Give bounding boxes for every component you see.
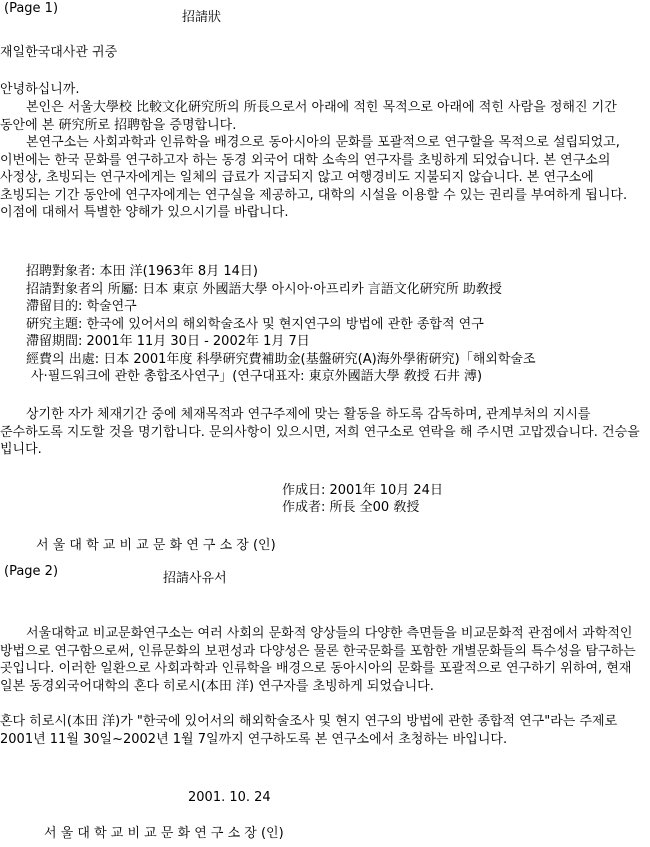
page2-title: 招請사유서 xyxy=(163,571,227,586)
detail-invitee: 招聘對象者: 本田 洋(1963年 8月 14日) xyxy=(26,264,258,279)
page2-date: 2001. 10. 24 xyxy=(188,790,271,805)
page2-label: (Page 2) xyxy=(4,564,59,579)
page1-paragraph-2: 본연구소는 사회과학과 인류학을 배경으로 동아시아의 문화를 포괄적으로 연구할을 목적으로 설립되었고, 이번에는 한국 문화를 연구하고자 하는 동경 외국어 대학 소속의 연구자를 초빙하게 되었습니다. 본 연구소의 사정상, 초빙되는 연구자에게는 일체의 급료가 지급되지 않고 여행경비도 지불되지 않습니다. 본 연구소에 초빙되는 기간 동안에 연구자에게는 연구실을 제공하고, 대학의 시설을 이용할 수 있는 권리를 부여하게 됩니다. 이점에 대해서 특별한 양해가 있으시기를 바랍니다. xyxy=(0,135,628,220)
page1-paragraph-1: 본인은 서울大學校 比較文化硏究所의 所長으로서 아래에 적힌 목적으로 아래에 적힌 사람을 정해진 기간 동안에 본 硏究所로 招聘함을 증명합니다. xyxy=(0,100,617,133)
detail-purpose: 滯留目的: 학술연구 xyxy=(26,299,137,314)
author-line: 作成者: 所長 全00 敎授 xyxy=(282,500,420,515)
greeting: 안녕하십니까. xyxy=(0,82,80,97)
detail-research-topic: 硏究主題: 한국에 있어서의 해외학술조사 및 현지연구의 방법에 관한 종합적 연구 xyxy=(26,317,484,332)
page1-title: 招請狀 xyxy=(182,10,222,25)
recipient: 재일한국대사관 귀중 xyxy=(0,45,118,60)
detail-funding-cont: 사·필드워크에 관한 총합조사연구」(연구대표자: 東京外國語大學 敎授 石井 溥) xyxy=(31,369,483,384)
page1-label: (Page 1) xyxy=(4,1,59,16)
page1-signature: 서 울 대 학 교 비 교 문 화 연 구 소 장 (인) xyxy=(36,538,276,553)
detail-funding: 經費의 出處: 日本 2001年度 科學硏究費補助金(基盤硏究(A)海外學術硏究)「해외학술조 xyxy=(26,352,536,367)
detail-period: 滯留期間: 2001年 11月 30日 - 2002年 1月 7日 xyxy=(26,334,310,349)
page2-signature: 서 울 대 학 교 비 교 문 화 연 구 소 장 (인) xyxy=(44,826,284,841)
page1-paragraph-3: 상기한 자가 체재기간 중에 체재목적과 연구주제에 맞는 활동을 하도록 감독하며, 관계부처의 지시를 준수하도록 지도할 것을 명기합니다. 문의사항이 있으시면, 저희 연구소로 연락을 해 주시면 고맙겠습니다. 건승을 빕니다. xyxy=(0,407,640,457)
date-line: 作成日: 2001年 10月 24日 xyxy=(282,483,443,498)
detail-affiliation: 招請對象者의 所屬: 日本 東京 外國語大學 아시아·아프리카 言語文化硏究所 助敎授 xyxy=(26,282,502,297)
page2-paragraph-1: 서울대학교 비교문화연구소는 여러 사회의 문화적 양상들의 다양한 측면들을 비교문화적 관점에서 과학적인 방법으로 연구함으로써, 인류문화의 보편성과 다양성은 물론 한국문화를 포함한 개별문화들의 특수성을 탐구하는 곳입니다. 이러한 일환으로 사회과학과 인류학을 배경으로 동아시아의 문화를 포괄적으로 연구하기 위하여, 현재 일본 동경외국어대학의 혼다 히로시(本田 洋) 연구자를 초빙하게 되었습니다. xyxy=(0,626,636,694)
page2-paragraph-2: 혼다 히로시(本田 洋)가 "한국에 있어서의 해외학술조사 및 현지 연구의 방법에 관한 종합적 연구"라는 주제로 2001년 11월 30일~2002년 1월 7일까지 연구하도록 본 연구소에서 초청하는 바입니다. xyxy=(0,714,618,747)
